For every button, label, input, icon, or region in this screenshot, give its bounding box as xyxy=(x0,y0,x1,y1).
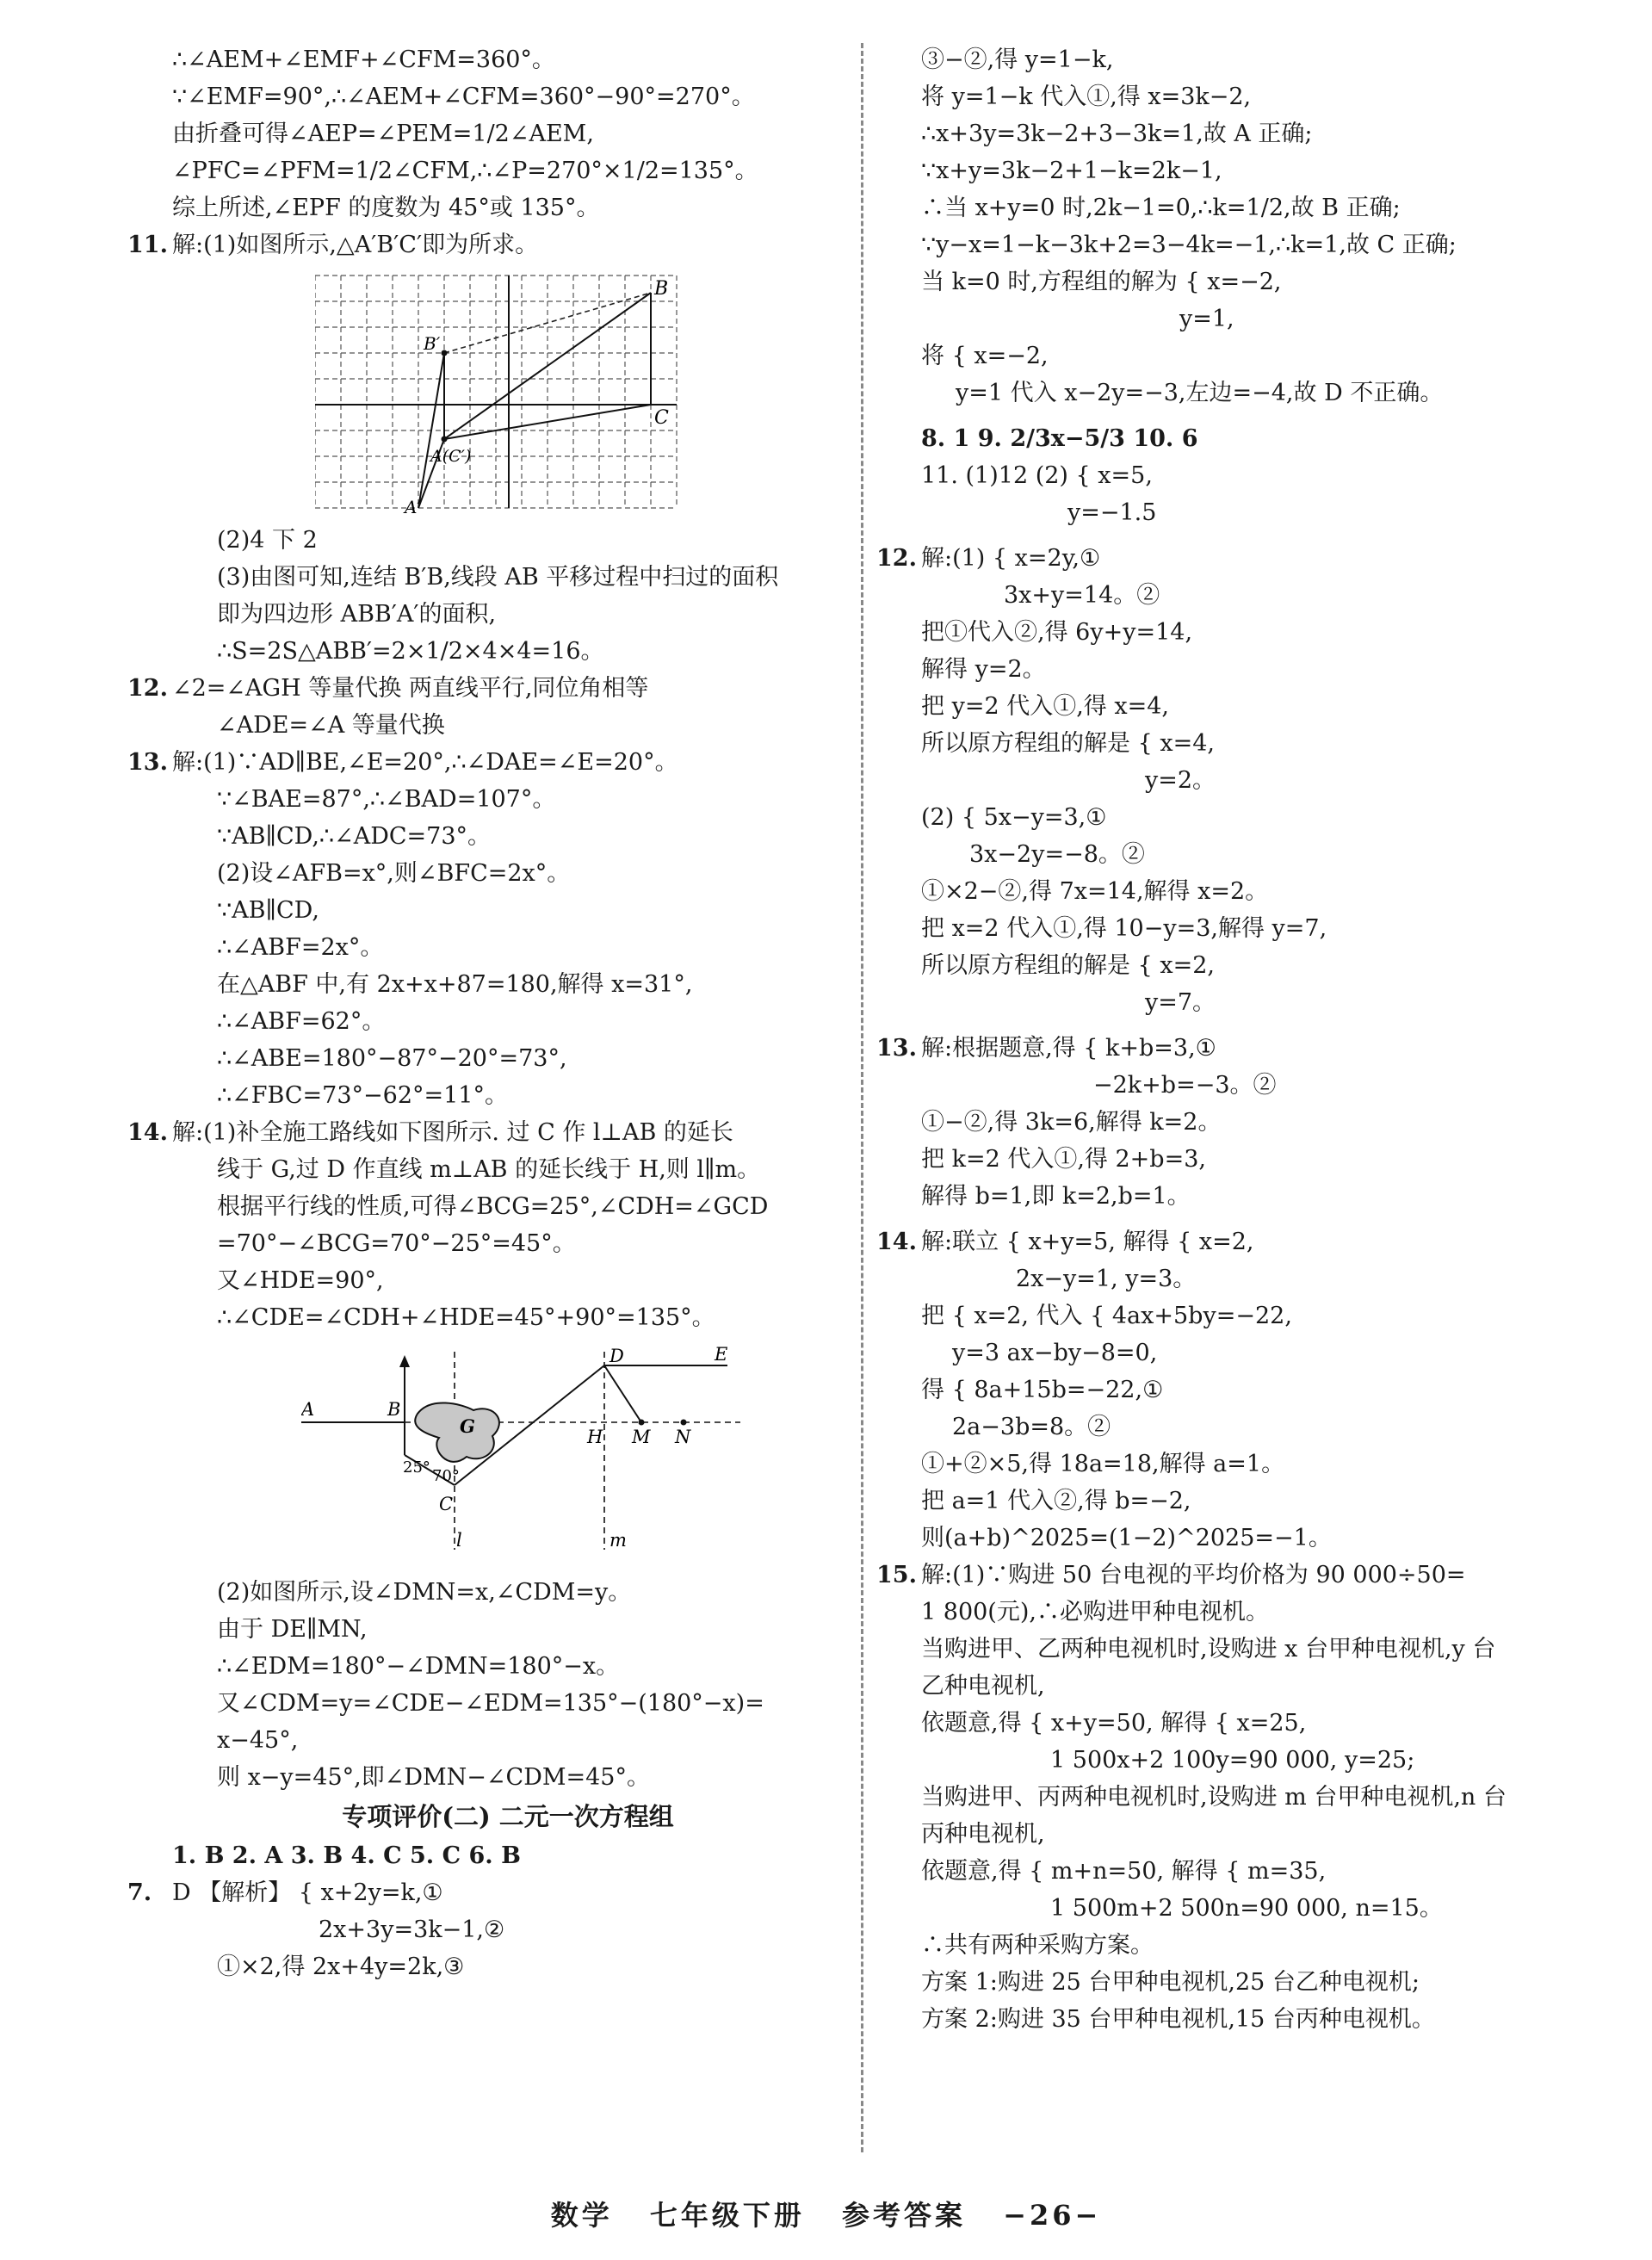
text-line: 将 { x=−2, xyxy=(921,343,1049,369)
text-line: (2)设∠AFB=x°,则∠BFC=2x°。 xyxy=(217,860,571,887)
text-line: 综上所述,∠EPF 的度数为 45°或 135°。 xyxy=(172,195,600,221)
text-line: 解:(1) { x=2y,① xyxy=(921,545,1101,572)
text-line: 解:(1)补全施工路线如下图所示. 过 C 作 l⊥AB 的延长 xyxy=(172,1119,733,1146)
text-line: 把①代入②,得 6y+y=14, xyxy=(921,619,1193,646)
text-line: ①−②,得 3k=6,解得 k=2。 xyxy=(921,1109,1222,1136)
right-column xyxy=(876,41,1507,2038)
text-line: 由于 DE∥MN, xyxy=(217,1616,368,1643)
text-line: 解:联立 { x+y=5, 解得 { x=2, xyxy=(921,1229,1254,1255)
text-line: 所以原方程组的解是 { x=2, xyxy=(921,952,1215,979)
section-title: 专项评价(二) 二元一次方程组 xyxy=(342,1802,674,1831)
text-line: 解:(1)∵购进 50 台电视的平均价格为 90 000÷50= xyxy=(921,1562,1466,1588)
text-line: 把 k=2 代入①,得 2+b=3, xyxy=(921,1146,1206,1173)
text-line: ∵x+y=3k−2+1−k=2k−1, xyxy=(921,158,1222,184)
point-label-A-prime: A′ xyxy=(405,497,421,517)
text-line: (2)如图所示,设∠DMN=x,∠CDM=y。 xyxy=(217,1579,632,1606)
text-line: 11. (1)12 (2) { x=5, xyxy=(921,462,1153,489)
angle-label-25: 25° xyxy=(403,1458,430,1477)
question-number: 14. xyxy=(876,1229,917,1255)
question-number: 14. xyxy=(127,1119,168,1146)
question-number: 12. xyxy=(127,675,168,702)
text-line: ①+②×5,得 18a=18,解得 a=1。 xyxy=(921,1451,1285,1477)
text-line: y=2。 xyxy=(1145,767,1216,794)
text-line: 把 x=2 代入①,得 10−y=3,解得 y=7, xyxy=(921,915,1327,942)
text-line: 又∠HDE=90°, xyxy=(217,1267,384,1294)
footer-label: 参考答案 xyxy=(842,2199,967,2232)
text-line: 1 800(元),∴必购进甲种电视机。 xyxy=(921,1599,1269,1625)
column-divider xyxy=(861,43,863,2152)
point-label-B-prime: B′ xyxy=(424,333,441,354)
question-number: 12. xyxy=(876,545,917,572)
text-line: ∵∠BAE=87°,∴∠BAD=107°。 xyxy=(217,786,556,813)
text-line: 线于 G,过 D 作直线 m⊥AB 的延长线于 H,则 l∥m。 xyxy=(217,1156,761,1183)
text-line: y=1 代入 x−2y=−3,左边=−4,故 D 不正确。 xyxy=(956,380,1444,406)
text-line: y=−1.5 xyxy=(1067,499,1157,526)
angle-label-70: 70° xyxy=(432,1467,460,1485)
footer-subject: 数学 xyxy=(550,2199,613,2232)
text-line: 方案 1:购进 25 台甲种电视机,25 台乙种电视机; xyxy=(921,1969,1420,1996)
text-line: (2)4 下 2 xyxy=(217,527,318,554)
text-line: 1 500x+2 100y=90 000, y=25; xyxy=(1050,1747,1415,1774)
point-label-B: B xyxy=(387,1399,401,1420)
text-line: 把 a=1 代入②,得 b=−2, xyxy=(921,1488,1191,1514)
text-line: 则(a+b)^2025=(1−2)^2025=−1。 xyxy=(921,1525,1332,1551)
page-footer xyxy=(0,2194,1652,2233)
text-line: ∴∠CDE=∠CDH+∠HDE=45°+90°=135°。 xyxy=(217,1304,715,1331)
text-line: ∴x+3y=3k−2+3−3k=1,故 A 正确; xyxy=(921,121,1313,147)
text-line: ∴∠FBC=73°−62°=11°。 xyxy=(217,1082,508,1109)
text-line: 即为四边形 ABB′A′的面积, xyxy=(217,601,497,628)
text-line: 方案 2:购进 35 台甲种电视机,15 台丙种电视机。 xyxy=(921,2006,1435,2033)
point-label-B: B xyxy=(654,278,669,300)
text-line: 乙种电视机, xyxy=(921,1673,1045,1700)
text-line: ∴当 x+y=0 时,2k−1=0,∴k=1/2,故 B 正确; xyxy=(921,195,1401,221)
text-line: 则 x−y=45°,即∠DMN−∠CDM=45°。 xyxy=(217,1764,650,1791)
point-label-C: C xyxy=(439,1494,454,1514)
point-label-N: N xyxy=(675,1427,691,1447)
page-number: −26− xyxy=(1003,2199,1102,2232)
fill-blank-answers: 8. 1 9. 2/3x−5/3 10. 6 xyxy=(921,425,1198,452)
text-line: 根据平行线的性质,可得∠BCG=25°,∠CDH=∠GCD xyxy=(217,1193,769,1220)
footer-grade: 七年级下册 xyxy=(649,2199,805,2232)
text-line: ∵y−x=1−k−3k+2=3−4k=−1,∴k=1,故 C 正确; xyxy=(921,232,1457,258)
point-label-C: C xyxy=(654,407,669,429)
question-number: 7. xyxy=(127,1879,152,1906)
text-line: ∴∠ABF=2x°。 xyxy=(217,934,384,961)
point-label-M: M xyxy=(632,1427,651,1447)
text-line: 又∠CDM=y=∠CDE−∠EDM=135°−(180°−x)= xyxy=(217,1690,764,1717)
question-number: 11. xyxy=(127,232,168,258)
left-column xyxy=(127,41,844,1985)
text-line: ∴∠ABF=62°。 xyxy=(217,1008,386,1035)
text-line: 依题意,得 { m+n=50, 解得 { m=35, xyxy=(921,1858,1327,1885)
point-label-G: G xyxy=(460,1415,475,1437)
text-line: y=7。 xyxy=(1145,989,1216,1016)
text-line: 当 k=0 时,方程组的解为 { x=−2, xyxy=(921,269,1282,295)
text-line: 把 { x=2, 代入 { 4ax+5by=−22, xyxy=(921,1303,1292,1329)
text-line: 依题意,得 { x+y=50, 解得 { x=25, xyxy=(921,1710,1307,1737)
text-line: 2x+3y=3k−1,② xyxy=(319,1916,505,1943)
text-line: (3)由图可知,连结 B′B,线段 AB 平移过程中扫过的面积 xyxy=(217,564,779,591)
text-line: y=1, xyxy=(1179,306,1234,332)
question-number: 13. xyxy=(876,1035,917,1062)
text-line: ∵AB∥CD,∴∠ADC=73°。 xyxy=(217,823,492,850)
point-label-E: E xyxy=(715,1344,728,1365)
text-line: ∴∠EDM=180°−∠DMN=180°−x。 xyxy=(217,1653,620,1680)
text-line: 解:(1)∵AD∥BE,∠E=20°,∴∠DAE=∠E=20°。 xyxy=(172,749,678,776)
text-line: ③−②,得 y=1−k, xyxy=(921,46,1114,73)
text-line: ∠ADE=∠A 等量代换 xyxy=(217,712,445,739)
text-line: D 【解析】 { x+2y=k,① xyxy=(172,1879,443,1906)
multiple-choice-answers: 1. B 2. A 3. B 4. C 5. C 6. B xyxy=(172,1842,521,1869)
text-line: ∴∠AEM+∠EMF+∠CFM=360°。 xyxy=(172,46,555,73)
text-line: 在△ABF 中,有 2x+x+87=180,解得 x=31°, xyxy=(217,971,693,998)
text-line: 当购进甲、丙两种电视机时,设购进 m 台甲种电视机,n 台 xyxy=(921,1784,1507,1811)
line-label-m: m xyxy=(609,1530,627,1551)
point-label-A: A xyxy=(301,1399,315,1420)
text-line: ∠PFC=∠PFM=1/2∠CFM,∴∠P=270°×1/2=135°。 xyxy=(172,158,758,184)
construction-route-figure xyxy=(301,1343,749,1567)
text-line: 3x+y=14。② xyxy=(1004,582,1160,609)
text-line: 得 { 8a+15b=−22,① xyxy=(921,1377,1164,1403)
text-line: 解得 y=2。 xyxy=(921,656,1046,683)
text-line: ∠2=∠AGH 等量代换 两直线平行,同位角相等 xyxy=(172,675,649,702)
line-label-l: l xyxy=(456,1530,462,1551)
question-number: 15. xyxy=(876,1562,917,1588)
question-number: 13. xyxy=(127,749,168,776)
text-line: =70°−∠BCG=70°−25°=45°。 xyxy=(217,1230,576,1257)
grid-figure-translation xyxy=(315,267,694,517)
point-label-A-C-prime: A(C′) xyxy=(430,447,472,466)
text-line: (2) { 5x−y=3,① xyxy=(921,804,1107,831)
text-line: −2k+b=−3。② xyxy=(1093,1072,1277,1099)
point-label-D: D xyxy=(609,1346,624,1366)
text-line: ①×2−②,得 7x=14,解得 x=2。 xyxy=(921,878,1269,905)
point-label-H: H xyxy=(587,1427,603,1447)
text-line: 当购进甲、乙两种电视机时,设购进 x 台甲种电视机,y 台 xyxy=(921,1636,1496,1662)
text-line: x−45°, xyxy=(217,1727,299,1754)
text-line: 2a−3b=8。② xyxy=(952,1414,1111,1440)
text-line: 所以原方程组的解是 { x=4, xyxy=(921,730,1215,757)
text-line: ∵AB∥CD, xyxy=(217,897,319,924)
text-line: 解:(1)如图所示,△A′B′C′即为所求。 xyxy=(172,232,539,258)
text-line: 3x−2y=−8。② xyxy=(969,841,1145,868)
text-line: 1 500m+2 500n=90 000, n=15。 xyxy=(1050,1895,1443,1922)
text-line: 解:根据题意,得 { k+b=3,① xyxy=(921,1035,1216,1062)
text-line: ∴∠ABE=180°−87°−20°=73°, xyxy=(217,1045,567,1072)
text-line: 由折叠可得∠AEP=∠PEM=1/2∠AEM, xyxy=(172,121,594,147)
text-line: ①×2,得 2x+4y=2k,③ xyxy=(217,1954,465,1980)
text-line: 2x−y=1, y=3。 xyxy=(1016,1266,1197,1292)
text-line: ∴共有两种采购方案。 xyxy=(921,1932,1154,1959)
text-line: 将 y=1−k 代入①,得 x=3k−2, xyxy=(921,84,1252,110)
text-line: 丙种电视机, xyxy=(921,1821,1045,1848)
text-line: 解得 b=1,即 k=2,b=1。 xyxy=(921,1183,1191,1210)
text-line: ∴S=2S△ABB′=2×1/2×4×4=16。 xyxy=(217,638,604,665)
text-line: ∵∠EMF=90°,∴∠AEM+∠CFM=360°−90°=270°。 xyxy=(172,84,755,110)
text-line: 把 y=2 代入①,得 x=4, xyxy=(921,693,1169,720)
text-line: y=3 ax−by−8=0, xyxy=(952,1340,1158,1366)
